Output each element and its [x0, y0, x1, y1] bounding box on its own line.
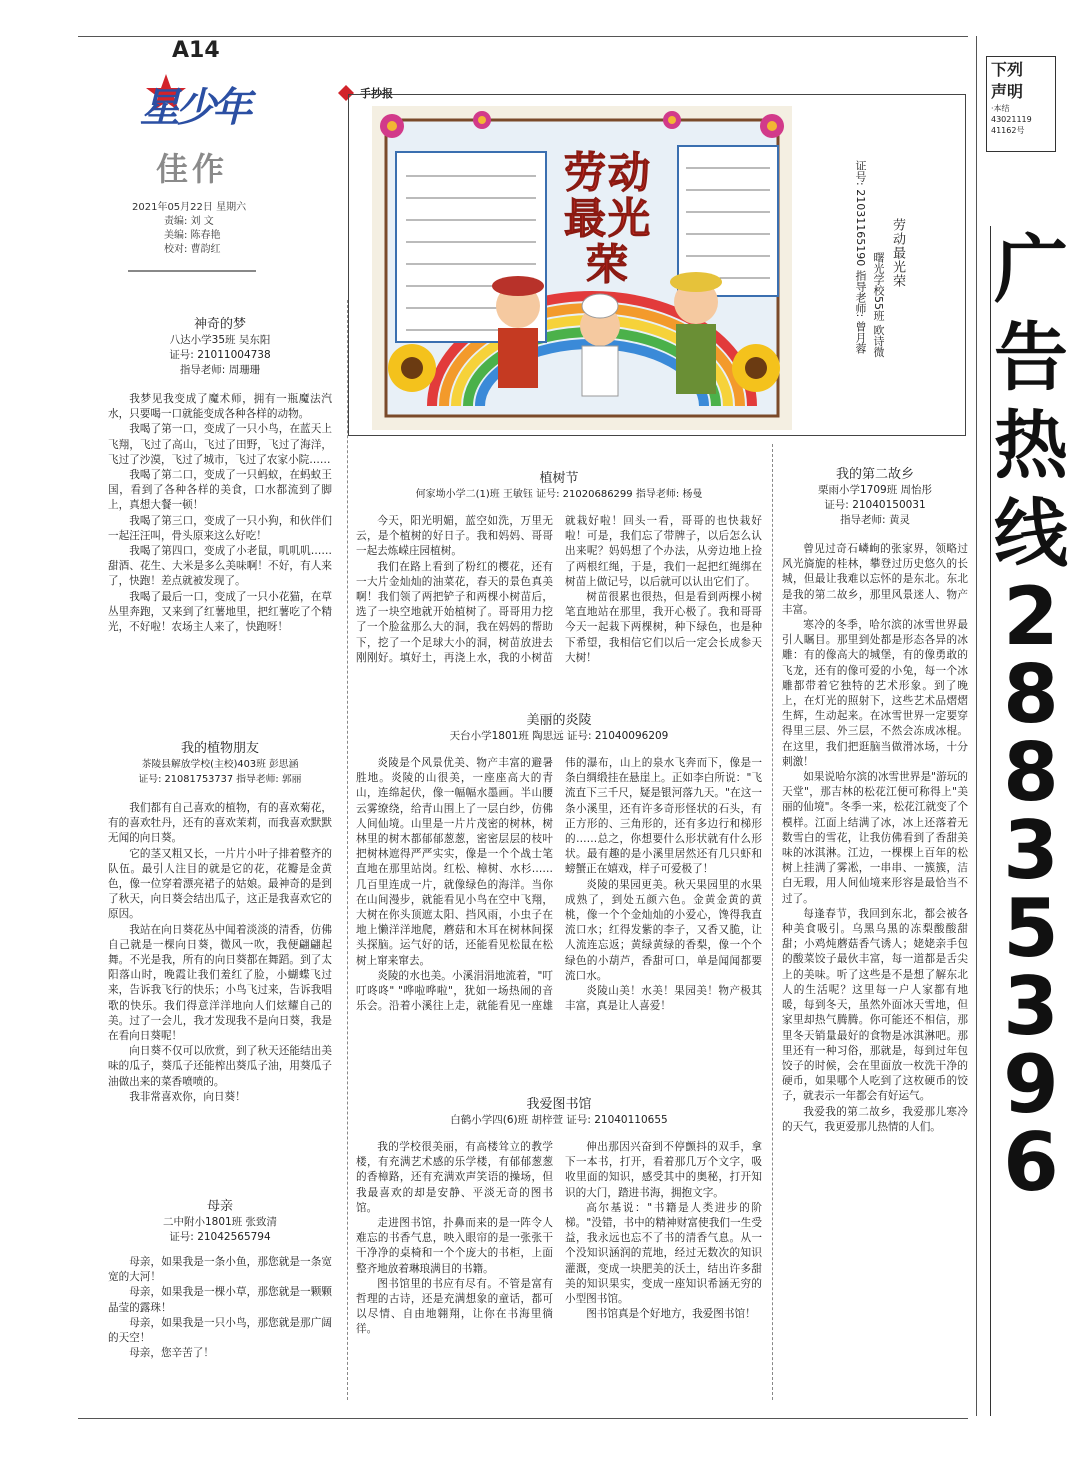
paragraph: 树苗很累也很热，但是看到两棵小树笔直地站在那里，我开心极了。我和哥哥今天一起栽下两棵树，种下绿色，也是种下希望，我相信它们以后一定会长成参天大树！ [565, 591, 762, 664]
ad-hotline-box [990, 226, 1071, 1416]
ad-notice-header-1: 下列 [991, 60, 1024, 79]
paragraph: 伸出那因兴奋到不停颤抖的双手，拿下一本书，打开，看着那几万个文字，吸收里面的知识，感受其中的奥秘，打开知识的大门，踏进书海，拥抱文字。 [565, 1141, 762, 1199]
article-byline: 白鹤小学四(6)班 胡梓萱 证号: 21040110655 [450, 1114, 668, 1126]
article-byline: 二中附小1801班 张致清 [162, 1216, 278, 1228]
col-divider-1 [347, 300, 348, 1400]
paragraph: 我梦见我变成了魔术师，拥有一瓶魔法汽水，只要喝一口就能变成各种各样的动物。 [108, 393, 332, 421]
masthead [120, 34, 270, 274]
masthead-divider [128, 262, 256, 272]
paragraph: 我非常喜欢你，向日葵！ [129, 1090, 246, 1103]
paragraph: 母亲，您辛苦了！ [129, 1347, 214, 1360]
proof-credit: 校对: 曹韵红 [164, 244, 221, 255]
ad-hotline-char: 告 [994, 315, 1068, 401]
paragraph: 高尔基说："书籍是人类进步的阶梯。"没错，书中的精神财富使我们一生受益，我永远也忘不了书的清香气息。从一个没知识涵润的荒地，经过无数次的知识灌溉，变成一块肥美的沃土，结出许多甜美的知识果实，变成一座知识希涵无穷的小型图书馆。 [565, 1201, 762, 1306]
paragraph: 曾见过奇石嶙峋的张家界，领略过风光旖旎的桂林，攀登过历史悠久的长城，但最让我难以忘怀的是东北。东北是我的第二故乡，那里风景迷人、物产丰富。 [782, 543, 968, 616]
art-credit: 美编: 陈春艳 [164, 230, 221, 241]
paragraph: 炎陵山美！水美！果园美！物产极其丰富，真是让人喜爱！ [565, 985, 762, 1013]
article-dream [108, 316, 332, 635]
handpaper-tag-label: 手抄报 [360, 87, 393, 100]
paragraph: 我喝了第二口，变成了一只蚂蚁，在蚂蚁王国，看到了各种各样的美食，口水都流到了脚上，真想大餐一顿！ [108, 469, 332, 512]
ad-phone-digit: 8 [1003, 648, 1059, 741]
ad-phone-digit: 3 [1003, 804, 1059, 897]
handpaper-cert: 证号: 21031165190 指导老师: 曾月蓉 [854, 160, 867, 354]
ad-strip [986, 56, 1068, 1416]
paragraph: 如果说哈尔滨的冰雪世界是"游玩的天堂"，那吉林的松花江便可称得上"美丽的仙境"。冬季一来，松花江就变了个模样。江面上结满了冰，冰上还落着无数雪白的雪花，让我仿佛看到了香甜美味的冰淇淋。江边，一棵棵上百年的松树上挂满了雾凇，一串串、一簇簇，洁白无瑕，用人间仙境来形容是最恰当不过了。 [782, 771, 968, 905]
article-hometown [782, 466, 968, 1135]
handpaper-school: 曙光学校55班 欧诗微 [872, 252, 885, 358]
article-mother [108, 1198, 332, 1361]
article-title: 母亲 [206, 1199, 233, 1214]
poster-title: 劳动最光荣 [563, 148, 652, 289]
paragraph: 图书馆里的书应有尽有。不管是富有哲理的古诗，还是充满想象的童话，都可以尽情、自由地翱翔，让你在书海里徜徉。 [356, 1277, 553, 1336]
paragraph: 我喝了第三口，变成了一只小狗，和伙伴们一起汪汪叫，骨头原来这么好吃！ [108, 514, 332, 542]
top-rule [78, 36, 968, 37]
article-teacher: 指导老师: 周珊珊 [179, 364, 261, 376]
ad-notice-line: 43021119 [991, 115, 1032, 124]
ad-notice-line: 41162号 [991, 126, 1025, 135]
article-title: 我的植物朋友 [180, 741, 259, 756]
editor-credit: 责编: 刘 文 [164, 216, 214, 227]
paragraph: 我的学校很美丽，有高楼耸立的教学楼，有充满艺术感的乐学楼，有郁郁葱葱的香樟路，还有充满欢声笑语的操场，但我最喜欢的却是安静、平淡无奇的图书馆。 [356, 1141, 553, 1214]
paragraph: 寒冷的冬季，哈尔滨的冰雪世界最引人瞩目。那里到处都是形态各异的冰雕：有的像高大的城堡，有的像勇敢的飞龙，还有的像可爱的小兔，每一个冰雕都带着它独特的艺术形象。到了晚上，在灯光的照射下，这些艺术品熠熠生辉，生动起来。在冰雪世界一定要穿得里三层、外三层，不然会冻成冰棍。在这里，我们把逛脑当做滑冰场，十分刺激！ [782, 619, 968, 768]
article-title: 美丽的炎陵 [526, 713, 592, 728]
logo-text: 星少年 [140, 85, 248, 131]
ad-phone-digit: 3 [1003, 960, 1059, 1053]
article-byline: 何家坳小学二(1)班 王敏钰 证号: 21020686299 指导老师: 杨曼 [415, 489, 703, 500]
page-number: A14 [172, 38, 220, 63]
paragraph: 我爱我的第二故乡，我爱那儿寒冷的天气，我更爱那儿热情的人们。 [782, 1105, 968, 1133]
col-divider-2 [772, 444, 773, 1400]
paragraph: 母亲，如果我是一条小鱼，那您就是一条宽宽的大河！ [108, 1256, 332, 1284]
article-cert: 证号: 21081753737 指导老师: 郭丽 [138, 774, 302, 785]
paragraph: 我站在向日葵花丛中闻着淡淡的清香，仿佛自己就是一棵向日葵，微风一吹，我便翩翩起舞。不光是我，所有的向日葵都在舞蹈。到了太阳落山时，晚霞让我们羞红了脸，小蝴蝶飞过来，告诉我飞行的快乐；小鸟飞过来，告诉我唱歌的快乐。我们得意洋洋地向人们炫耀自己的美。过了一会儿，我才发现我不是向日葵，我是在看向日葵呢！ [108, 923, 332, 1043]
ad-hotline-char: 线 [994, 491, 1068, 577]
article-byline: 栗雨小学1709班 周怡彤 [817, 484, 933, 496]
ad-hotline-char: 广 [994, 227, 1068, 313]
article-byline: 茶陵县解放学校(主校)403班 彭思涵 [141, 759, 299, 770]
article-tree [356, 470, 762, 682]
paragraph: 它的茎又粗又长，一片片小叶子排着整齐的队伍。最引人注目的就是它的花，花瓣是金黄色，像一位穿着漂亮裙子的姑娘。最神奇的是到了秋天，向日葵会结出瓜子，这正是我喜欢它的原因。 [108, 847, 332, 921]
article-title: 我的第二故乡 [835, 467, 914, 482]
article-byline: 天台小学1801班 陶思远 证号: 21040096209 [449, 730, 669, 742]
article-plant [108, 740, 332, 1105]
article-library [356, 1096, 762, 1420]
poster-image [372, 106, 792, 430]
ad-notice-box [986, 56, 1056, 152]
ad-notice-line: ·本结 [991, 104, 1010, 113]
paragraph: 图书馆真是个好地方，我爱图书馆！ [586, 1308, 756, 1321]
ad-notice-header-2: 声明 [991, 82, 1024, 101]
ad-divider [976, 36, 977, 1416]
paragraph: 我喝了第四口，变成了小老鼠，叽叽叽……甜酒、花生、大米是多么美味啊！不好，有人来了，快跑！差点就被发现了。 [108, 545, 332, 588]
paragraph: 我们在路上看到了粉红的樱花，还有一大片金灿灿的油菜花，春天的景色真美啊！我们领了两把铲子和两棵小树苗后，选了一块空地就开始植树了。哥哥用力挖了一个脸盆那么大的洞，我在妈妈的帮助下，挖了一个足球大小的洞，树苗放进去刚刚好。填好土，再浇上水，我的小树苗就栽好啦！回头一看，哥哥的也快栽好啦！可是，我们忘了带牌子，以后怎么认出来呢？妈妈想了个办法，从旁边地上捡了两根红绳，于是，我们一起把红绳绑在树苗上做记号，以后就可以认出它们了。 [356, 515, 762, 664]
article-title: 神奇的梦 [193, 317, 246, 332]
paragraph: 母亲，如果我是一棵小草，那您就是一颗颗晶莹的露珠！ [108, 1286, 332, 1314]
ad-hotline-char: 热 [994, 403, 1068, 489]
ad-phone-digit: 2 [1003, 570, 1059, 663]
paragraph: 我喝了最后一口，变成了一只小花猫，在草丛里奔跑，又来到了红薯地里，把红薯吃了个精光，不好啦！农场主人来了，快跑呀！ [108, 590, 332, 634]
ad-phone-digit: 5 [1003, 882, 1059, 975]
paragraph: 我喝了第一口，变成了一只小鸟，在蓝天上飞翔，飞过了高山，飞过了田野，飞过了海洋，飞过了沙漠，飞过了城市，飞过了农家小院…… [108, 423, 332, 466]
ad-phone-digit: 6 [1003, 1116, 1059, 1209]
paragraph: 向日葵不仅可以欣赏，到了秋天还能结出美味的瓜子，葵瓜子还能榨出葵瓜子油，用葵瓜子油做出来的菜香喷喷的。 [108, 1045, 332, 1088]
issue-date: 2021年05月22日 星期六 [132, 202, 247, 213]
ad-phone-digit: 8 [1003, 726, 1059, 819]
article-yanling [356, 712, 762, 1076]
paragraph: 走进图书馆，扑鼻而来的是一阵令人难忘的书香气息，映入眼帘的是一张张干干净净的桌椅和一个个庞大的书柜，上面整齐地放着琳琅满目的书籍。 [356, 1217, 553, 1275]
paragraph: 炎陵的水也美。小溪涓涓地流着，"叮叮咚咚" "哗啦哗啦"，犹如一场热闹的音乐会。沿着小溪往上走，就能看见一座雄伟的瀑布，山上的泉水飞奔而下，像是一条白绸缎挂在悬崖上。正如李白所说："飞流直下三千尺，疑是银河落九天。"在这一条小溪里，还有许多奇形怪状的石头，有正方形的、三角形的，还有多边行和梯形的……总之，你想要什么形状就有什么形状。最有趣的是小溪里居然还有几只虾和螃蟹正在嬉戏，样子可爱极了！ [356, 757, 762, 1013]
logo [136, 70, 266, 130]
paragraph: 炎陵的果园更美。秋天果园里的水果成熟了，到处五颜六色。金黄金黄的黄桃，像一个个金灿灿的小爱心，馋得我直流口水；红得发紫的李子，又香又脆，让人流连忘返；黄绿黄绿的香梨，像一个个绿色的小葫芦，香甜可口，单是闻闻都要流口水。 [565, 878, 762, 982]
paragraph: 我们都有自己喜欢的植物，有的喜欢菊花，有的喜欢牡丹，还有的喜欢茉莉，而我喜欢默默无闻的向日葵。 [108, 802, 332, 845]
handpaper-caption: 劳动最光荣 [890, 218, 905, 288]
article-byline: 八达小学35班 吴东阳 [169, 334, 271, 346]
article-title: 我爱图书馆 [526, 1097, 592, 1112]
article-teacher: 指导老师: 黄灵 [840, 514, 910, 526]
paragraph: 每逢春节，我回到东北，都会被各种美食吸引。乌黑乌黑的冻梨酸酸甜甜；小鸡炖蘑菇香气诱人；姥姥亲手包的酸菜饺子最伙丰富，每一道都是舌尖上的美味。听了这些是不是想了解东北人的生活呢？这里每一户人家都有地暖，每到冬天，虽然外面冰天雪地，但家里却热气腾腾。你可能还不相信，那里冬天销量最好的食物是冰淇淋吧。那里还有一种习俗，那就是，每到过年包饺子的时候，会在里面放一枚洗干净的硬币，如果哪个人吃到了这枚硬币的饺子，就表示一年都会有好运气。 [782, 907, 968, 1103]
paragraph: 母亲，如果我是一只小鸟，那您就是那广阔的天空！ [108, 1316, 332, 1345]
paragraph: 炎陵是个风景优美、物产丰富的避暑胜地。炎陵的山很美，一座座高大的青山，连绵起伏，像一幅幅水墨画。半山腰云雾缭绕，给青山围上了一层白纱，仿佛人间仙境。山里是一片片茂密的树林，树林里的树木都郁郁葱葱，密密层层的枝叶把树林遮得严严实实，像是一个个战士笔直地在那里站岗。红松、樟树、水杉……几百里连成一片，就像绿色的海洋。当你在山间漫步，就能看见小鸟在空中飞翔，大树在你头顶遮太阳、挡风雨，小虫子在地上懒洋洋地爬，蘑菇和木耳在树林间探头探脑。运气好的话，还能看见松鼠在松树上窜来窜去。 [356, 757, 553, 967]
section-name: 佳作 [156, 150, 229, 188]
article-cert: 证号: 21042565794 [169, 1231, 271, 1243]
article-cert: 证号: 21040150031 [824, 499, 926, 511]
article-title: 植树节 [539, 471, 579, 486]
ad-phone-digit: 9 [1003, 1038, 1059, 1131]
paragraph: 今天，阳光明媚，蓝空如洗，万里无云，是个植树的好日子。我和妈妈、哥哥一起去炼嵘庄园植树。 [356, 515, 553, 558]
article-cert: 证号: 21011004738 [169, 349, 271, 361]
